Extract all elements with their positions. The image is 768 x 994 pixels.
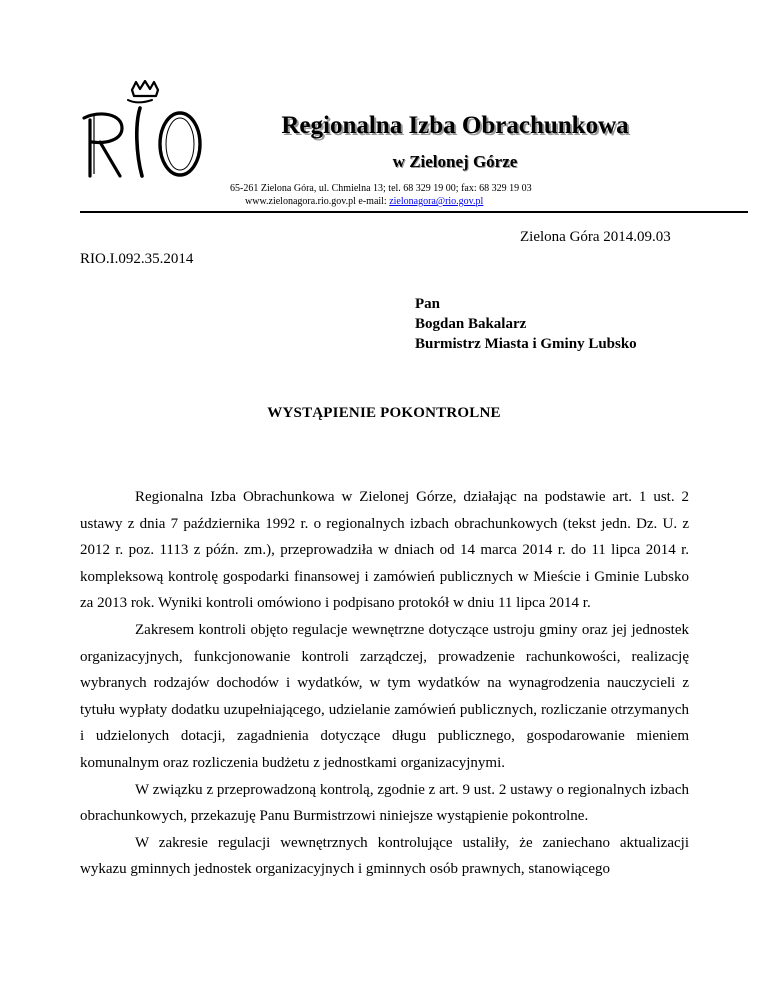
body-paragraph: Regionalna Izba Obrachunkowa w Zielonej Górze, działając na podstawie art. 1 ust. 2 ustawy z dnia 7 października 1992 r. o regionalnych izbach obrachunkowych (tekst jedn. Dz. U. z 2012 r. poz. 1113 z późn. zm.), przeprowadziła w dniach od 14 marca 2014 r. do 11 lipca 2014 r. kompleksową kontrolę gospodarki finansowej i zamówień publicznych w Mieście i Gminie Lubsko za 2013 rok. Wyniki kontroli omówiono i podpisano protokół w dniu 11 lipca 2014 r. (80, 489, 689, 612)
crown-icon (132, 81, 158, 96)
recipient-name: Bogdan Bakalarz (415, 316, 527, 332)
reference-number: RIO.I.092.35.2014 (80, 251, 194, 267)
body-paragraph: Zakresem kontroli objęto regulacje wewnętrzne dotyczące ustroju gminy oraz jej jednostek organizacyjnych, funkcjonowanie kontroli zarządczej, prowadzenie rachunkowości, realizację wybranych rodzajów dochodów i wydatków, w tym wydatków na wynagrodzenia nauczycieli z tytułu wypłaty dodatku uzupełniającego, udzielanie zamówień publicznych, rozliczanie otrzymanych i udzielonych dotacji, zagadnienia dotyczące długu publicznego, gospodarowanie mieniem komunalnym oraz rozliczenia budżetu z jednostkami organizacyjnymi. (80, 621, 689, 771)
letter-date: Zielona Góra 2014.09.03 (520, 229, 671, 245)
document-title: WYSTĄPIENIE POKONTROLNE (267, 405, 501, 421)
body-paragraph: W związku z przeprowadzoną kontrolą, zgodnie z art. 9 ust. 2 ustawy o regionalnych izbach obrachunkowych, przekazuję Panu Burmistrzowi niniejsze wystąpienie pokontrolne. (80, 781, 689, 825)
recipient-salutation: Pan (415, 296, 441, 312)
recipient-title: Burmistrz Miasta i Gminy Lubsko (415, 336, 637, 352)
org-contact (245, 196, 483, 207)
email-link[interactable]: zielonagora@rio.gov.pl (389, 196, 484, 207)
recipient-block (415, 294, 637, 354)
org-name: Regionalna Izba Obrachunkowa (281, 112, 629, 139)
body-paragraph: W zakresie regulacji wewnętrznych kontrolujące ustaliły, że zaniechano aktualizacji wykazu gminnych jednostek organizacyjnych i gminnych osób prawnych, stanowiącego (80, 834, 689, 878)
rio-logo (80, 80, 210, 180)
header-divider (80, 211, 748, 213)
website-text: www.zielonagora.rio.gov.pl e-mail: (245, 196, 390, 207)
org-city: w Zielonej Górze (392, 152, 518, 171)
org-address: 65-261 Zielona Góra, ul. Chmielna 13; tel. 68 329 19 00; fax: 68 329 19 03 (230, 183, 532, 194)
letter-body (80, 484, 689, 883)
